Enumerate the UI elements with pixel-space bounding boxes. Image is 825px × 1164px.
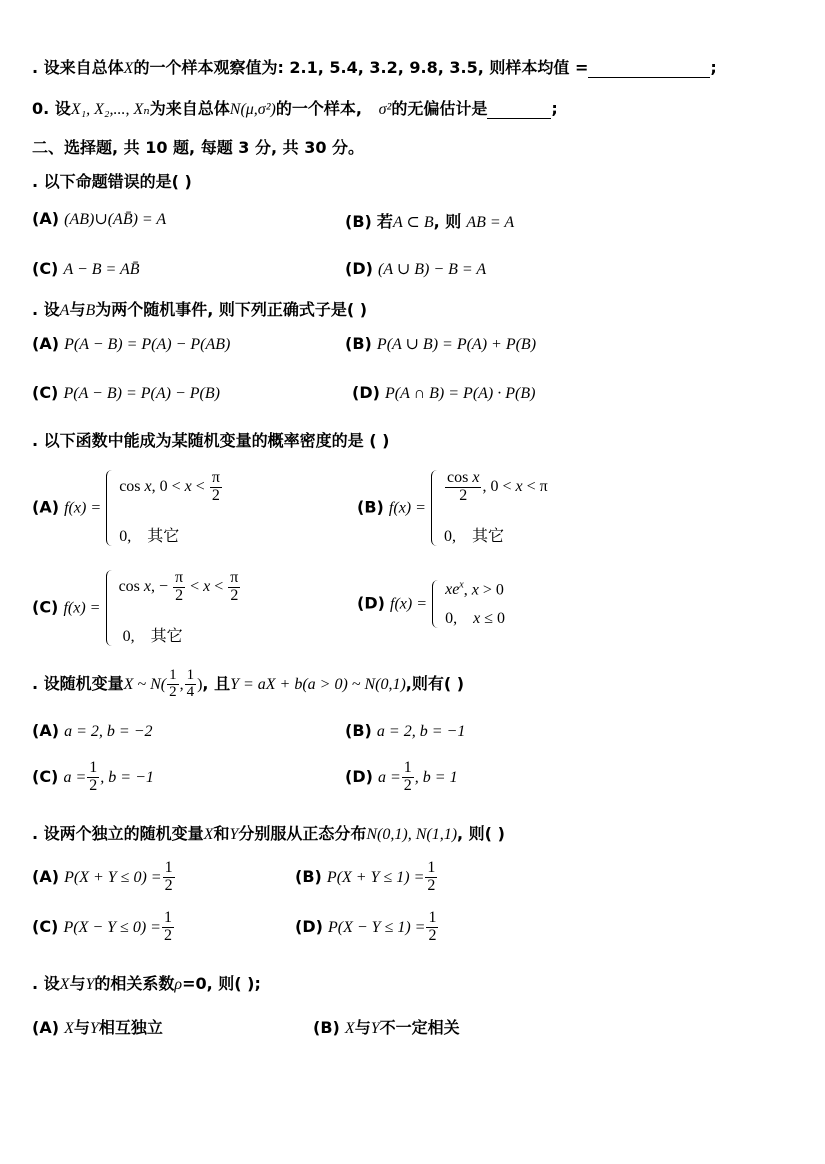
q4-option-d[interactable]: (D) a = $\frac{1}{2}$ , b = 1 <box>345 759 458 794</box>
question-6-stem: . 设X与Y的相关系数ρ=0, 则( ); <box>32 974 261 993</box>
q2-option-c[interactable]: (C) P(A − B) = P(A) − P(B) <box>32 383 220 402</box>
q3-option-d[interactable]: (D) f(x) = $xe^x$, x > 0 0, x ≤ 0 <box>357 580 505 627</box>
q1-option-a[interactable]: (A) (AB)∪(AB̄) = A <box>32 209 167 228</box>
q4-option-c[interactable]: (C) a = $\frac{1}{2}$ , b = −1 <box>32 759 154 794</box>
answer-blank[interactable] <box>588 61 710 78</box>
question-10: 0. 设X₁, X₂,..., Xₙ为来自总体N(μ,σ²)的一个样本, σ²的无偏估计是 ; <box>32 99 558 118</box>
q2-option-a[interactable]: (A) P(A − B) = P(A) − P(AB) <box>32 334 231 353</box>
q1-option-d[interactable]: (D) (A ∪ B) − B = A <box>345 259 487 278</box>
q5-option-d[interactable]: (D) P(X − Y ≤ 1) = $\frac{1}{2}$ <box>295 909 437 944</box>
q5-option-a[interactable]: (A) P(X + Y ≤ 0) = $\frac{1}{2}$ <box>32 859 173 894</box>
question-4-stem: . 设随机变量X ~ N( $\frac{1}{2}$ , $\frac{1}{4}$ ), 且Y = aX + b(a > 0) ~ N(0,1),则有( ) <box>32 667 465 700</box>
section-heading: 二、选择题, 共 10 题, 每题 3 分, 共 30 分。 <box>32 138 365 157</box>
q3-option-c[interactable]: (C) f(x) = cos x, − $\frac{\pi}{2}$ < x < $\frac{\pi}{2}$ 0, 其它 <box>32 569 239 645</box>
q2-option-b[interactable]: (B) P(A ∪ B) = P(A) + P(B) <box>345 334 537 353</box>
q6-option-b[interactable]: (B) X与Y不一定相关 <box>313 1018 460 1037</box>
q5-option-b[interactable]: (B) P(X + Y ≤ 1) = $\frac{1}{2}$ <box>295 859 436 894</box>
q4-option-a[interactable]: (A) a = 2, b = −2 <box>32 721 153 740</box>
q3-option-b[interactable]: (B) f(x) = $\frac{\text{cos x}}{2}$ , 0 < x < π 0, 其它 <box>357 469 548 545</box>
q5-option-c[interactable]: (C) P(X − Y ≤ 0) = $\frac{1}{2}$ <box>32 909 172 944</box>
question-5-stem: . 设两个独立的随机变量X和Y分别服从正态分布N(0,1), N(1,1), 则( ) <box>32 824 505 843</box>
q2-option-d[interactable]: (D) P(A ∩ B) = P(A) · P(B) <box>352 383 536 402</box>
answer-blank[interactable] <box>487 102 551 119</box>
q6-option-a[interactable]: (A) X与Y相互独立 <box>32 1018 163 1037</box>
q3-option-a[interactable]: (A) f(x) = cos x, 0 < x < $\frac{\pi}{2}$ 0, 其它 <box>32 469 220 545</box>
q4-option-b[interactable]: (B) a = 2, b = −1 <box>345 721 466 740</box>
q1-option-c[interactable]: (C) A − B = AB̄ <box>32 259 140 278</box>
question-1-stem: . 以下命题错误的是( ) <box>32 172 192 191</box>
question-3-stem: . 以下函数中能成为某随机变量的概率密度的是 ( ) <box>32 431 390 450</box>
question-2-stem: . 设A与B为两个随机事件, 则下列正确式子是( ) <box>32 300 368 319</box>
question-9: . 设来自总体X的一个样本观察值为: 2.1, 5.4, 3.2, 9.8, 3.5, 则样本均值 = ; <box>32 58 717 77</box>
q1-option-b[interactable]: (B) 若A ⊂ B, 则 AB = A <box>345 212 515 231</box>
